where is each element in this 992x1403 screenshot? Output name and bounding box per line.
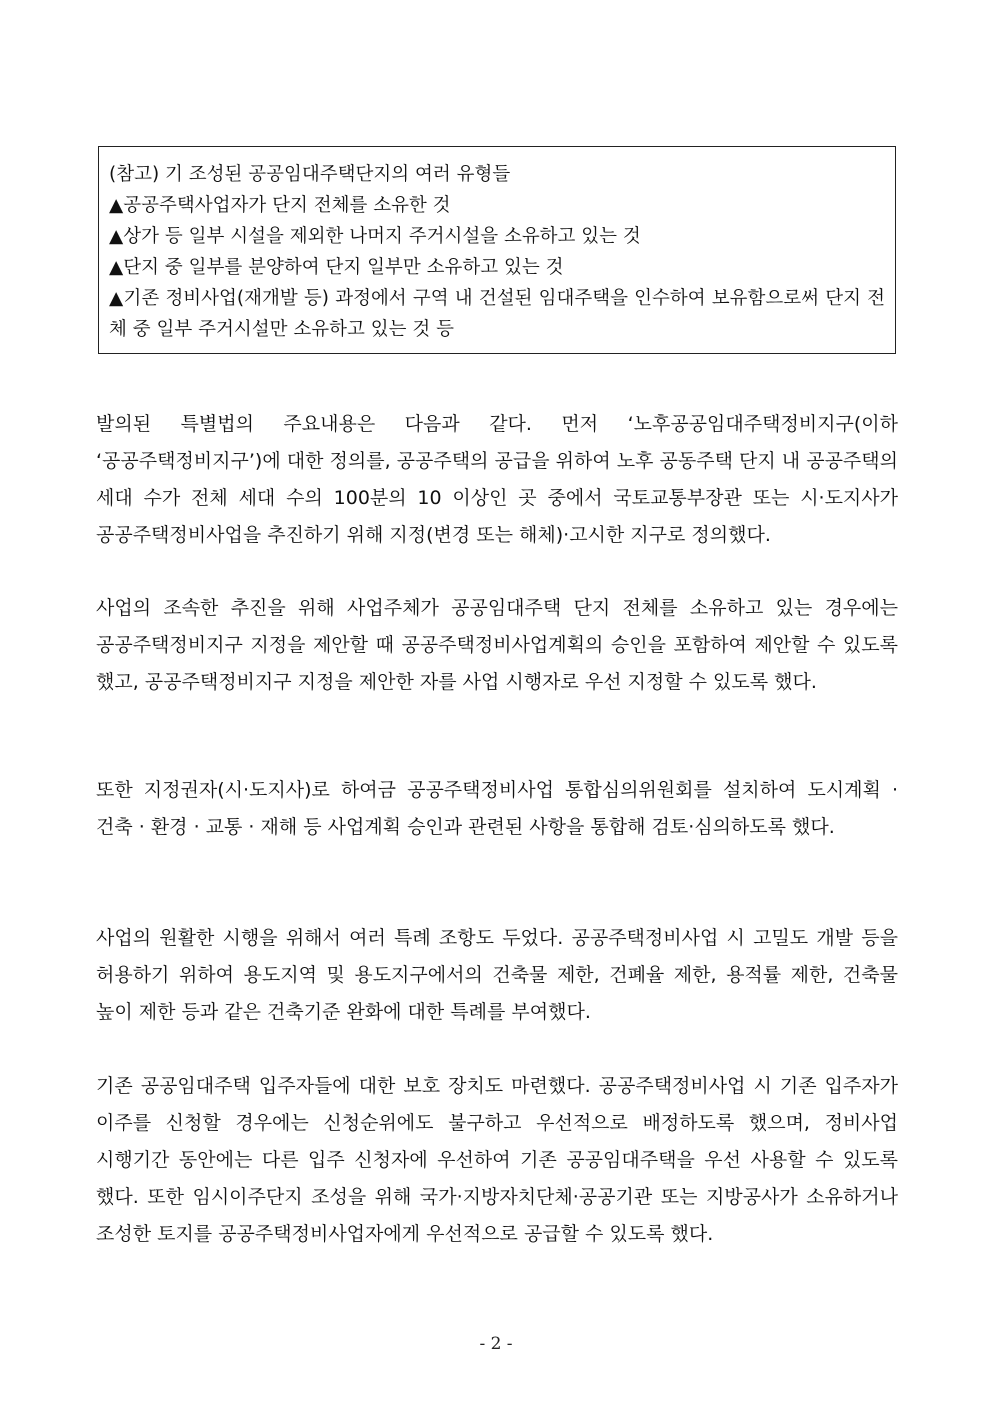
reference-item: ▲공공주택사업자가 단지 전체를 소유한 것 xyxy=(109,195,451,216)
body-paragraph: 사업의 원활한 시행을 위해서 여러 특례 조항도 두었다. 공공주택정비사업 시 고밀도 개발 등을 허용하기 위하여 용도지역 및 용도지구에서의 건축물 제한, 건폐율 제한, 용적률 제한, 건축물 높이 제한 등과 같은 건축기준 완화에 대한 특례를 부여했다. xyxy=(96,927,898,1023)
body-paragraph: 기존 공공임대주택 입주자들에 대한 보호 장치도 마련했다. 공공주택정비사업 시 기존 입주자가 이주를 신청할 경우에는 신청순위에도 불구하고 우선적으로 배정하도록 했으며, 정비사업 시행기간 동안에는 다른 입주 신청자에 우선하여 기존 공공임대주택을 우선 사용할 수 있도록 했다. 또한 임시이주단지 조성을 위해 국가·지방자치단체·공공기관 또는 지방공사가 소유하거나 조성한 토지를 공공주택정비사업자에게 우선적으로 공급할 수 있도록 했다. xyxy=(96,1075,898,1245)
reference-item: ▲기존 정비사업(재개발 등) 과정에서 구역 내 건설된 임대주택을 인수하여 보유함으로써 단지 전체 중 일부 주거시설만 소유하고 있는 것 등 xyxy=(109,288,885,340)
body-paragraph: 발의된 특별법의 주요내용은 다음과 같다. 먼저 ‘노후공공임대주택정비지구(이하 ‘공공주택정비지구’)에 대한 정의를, 공공주택의 공급을 위하여 노후 공동주택 단지 내 공공주택의 세대 수가 전체 세대 수의 100분의 10 이상인 곳 중에서 국토교통부장관 또는 시·도지사가 공공주택정비사업을 추진하기 위해 지정(변경 또는 해체)·고시한 지구로 정의했다. xyxy=(96,413,898,546)
reference-item: ▲상가 등 일부 시설을 제외한 나머지 주거시설을 소유하고 있는 것 xyxy=(109,226,641,247)
reference-box xyxy=(98,146,896,354)
page-number: - 2 - xyxy=(479,1334,513,1354)
reference-box-title: (참고) 기 조성된 공공임대주택단지의 여러 유형들 xyxy=(109,164,511,185)
body-paragraph: 또한 지정권자(시·도지사)로 하여금 공공주택정비사업 통합심의위원회를 설치하여 도시계획 · 건축 · 환경 · 교통 · 재해 등 사업계획 승인과 관련된 사항을 통합해 검토·심의하도록 했다. xyxy=(96,779,898,838)
body-paragraph: 사업의 조속한 추진을 위해 사업주체가 공공임대주택 단지 전체를 소유하고 있는 경우에는 공공주택정비지구 지정을 제안할 때 공공주택정비사업계획의 승인을 포함하여 제안할 수 있도록 했고, 공공주택정비지구 지정을 제안한 자를 사업 시행자로 우선 지정할 수 있도록 했다. xyxy=(96,597,898,693)
reference-item: ▲단지 중 일부를 분양하여 단지 일부만 소유하고 있는 것 xyxy=(109,257,564,278)
